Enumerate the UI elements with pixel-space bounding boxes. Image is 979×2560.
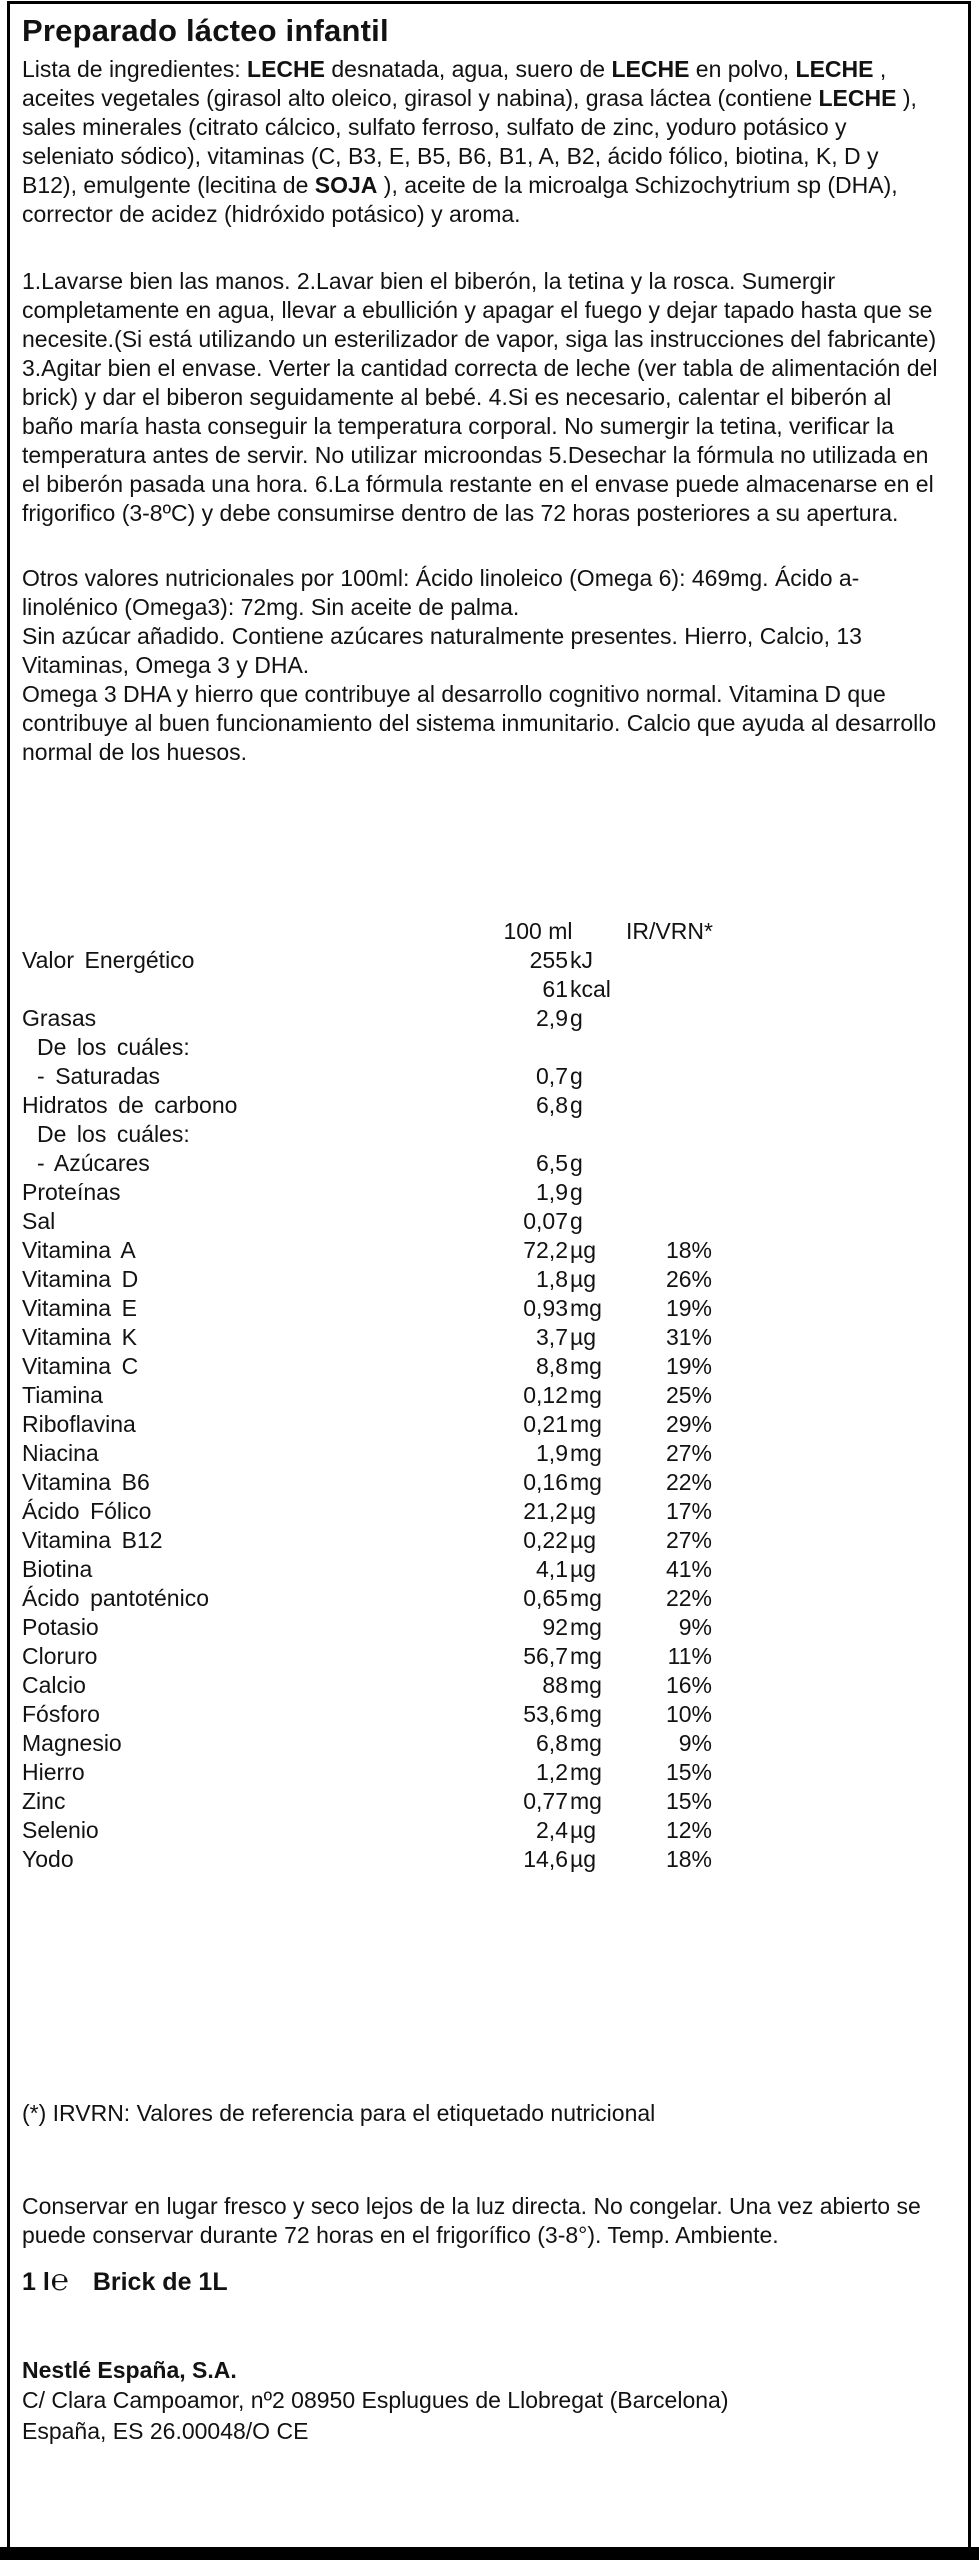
nutrient-unit: µg bbox=[570, 1498, 597, 1524]
nutrient-unit: mg bbox=[570, 1614, 602, 1640]
nutrient-label: De los cuáles: bbox=[37, 1034, 190, 1060]
nutrient-unit: g bbox=[570, 1208, 583, 1234]
nutrient-label: Valor Energético bbox=[22, 947, 195, 973]
nutrient-amount: 0,77 bbox=[523, 1788, 568, 1814]
nutrition-row bbox=[22, 1352, 712, 1381]
nutrient-unit: µg bbox=[570, 1527, 597, 1553]
label-content bbox=[10, 4, 968, 2447]
nutrition-row bbox=[22, 1178, 712, 1207]
nutrient-unit: mg bbox=[570, 1759, 602, 1785]
ingredient-text: en polvo, bbox=[689, 56, 796, 82]
allergen-emphasis: LECHE bbox=[818, 85, 897, 111]
nutrition-row bbox=[22, 946, 712, 975]
nutrient-ri-pct: 31% bbox=[665, 1324, 712, 1350]
nutrient-label: Vitamina E bbox=[22, 1295, 137, 1321]
nutrient-unit: mg bbox=[570, 1440, 602, 1466]
nutrition-row bbox=[22, 1555, 712, 1584]
nutrient-amount: 4,1 bbox=[536, 1556, 568, 1582]
nutrient-label: - Saturadas bbox=[37, 1063, 161, 1089]
nutrition-row bbox=[22, 1381, 712, 1410]
nutrient-amount: 92 bbox=[542, 1614, 568, 1640]
nutrient-label: De los cuáles: bbox=[37, 1121, 190, 1147]
nutrition-row bbox=[22, 1004, 712, 1033]
nutrition-row bbox=[22, 1323, 712, 1352]
nutrition-row bbox=[22, 1468, 712, 1497]
nutrient-ri-pct: 26% bbox=[665, 1266, 712, 1292]
nutrient-label: Grasas bbox=[22, 1005, 97, 1031]
nutrient-ri-pct: 29% bbox=[665, 1411, 712, 1437]
nutrient-unit: mg bbox=[570, 1411, 602, 1437]
nutrient-label: Proteínas bbox=[22, 1179, 121, 1205]
nutrient-label: Vitamina D bbox=[22, 1266, 139, 1292]
nutrient-label: Selenio bbox=[22, 1817, 99, 1843]
nutrient-unit: µg bbox=[570, 1817, 597, 1843]
nutrient-unit: mg bbox=[570, 1585, 602, 1611]
nutrition-row bbox=[22, 1526, 712, 1555]
nutrient-label: Fósforo bbox=[22, 1701, 100, 1727]
nutrient-unit: µg bbox=[570, 1237, 597, 1263]
nutrient-amount: 1,2 bbox=[536, 1759, 568, 1785]
preparation-instructions: 1.Lavarse bien las manos. 2.Lavar bien el biberón, la tetina y la rosca. Sumergir completamente en agua, llevar a ebullición y apagar el fuego y dejar tapado hasta que se necesite.(Si está utilizando un esterilizador de vapor, siga las instrucciones del fabricante) 3.Agitar bien el envase. Verter la cantidad correcta de leche (ver tabla de alimentación del brick) y dar el biberon seguidamente al bebé. 4.Si es necesario, calentar el biberón al baño maría hasta conseguir la temperatura corporal. No sumergir la tetina, verificar la temperatura antes de servir. No utilizar microondas 5.Desechar la fórmula no utilizada en el biberón pasada una hora. 6.La fórmula restante en el envase puede almacenarse en el frigorifico (3-8ºC) y debe consumirse dentro de las 72 horas posteriores a su apertura. bbox=[22, 268, 938, 526]
nutrient-amount: 21,2 bbox=[523, 1498, 568, 1524]
nutrition-row bbox=[22, 1497, 712, 1526]
nutrient-ri-pct: 27% bbox=[665, 1440, 712, 1466]
nutrient-unit: kcal bbox=[570, 976, 611, 1002]
allergen-emphasis: LECHE bbox=[795, 56, 874, 82]
nutrient-ri-pct: 10% bbox=[665, 1701, 712, 1727]
storage-instructions: Conservar en lugar fresco y seco lejos de la luz directa. No congelar. Una vez abierto se puede conservar durante 72 horas en el frigorífico (3-8°). Temp. Ambiente. bbox=[22, 2193, 921, 2248]
nutrient-ri-pct: 16% bbox=[665, 1672, 712, 1698]
nutrition-row bbox=[22, 1845, 712, 1874]
other-nutritional-values: Otros valores nutricionales por 100ml: Ácido linoleico (Omega 6): 469mg. Ácido a-linolénico (Omega3): 72mg. Sin aceite de palma. bbox=[22, 565, 860, 620]
nutrition-row bbox=[22, 975, 712, 1004]
nutrient-label: Yodo bbox=[22, 1846, 74, 1872]
nutrient-amount: 1,9 bbox=[536, 1179, 568, 1205]
pack-format: Brick de 1L bbox=[92, 2268, 228, 2296]
net-quantity-line bbox=[22, 2264, 940, 2299]
page-title: Preparado lácteo infantil bbox=[22, 13, 389, 48]
nutrient-ri-pct: 22% bbox=[665, 1469, 712, 1495]
nutrient-label: Niacina bbox=[22, 1440, 99, 1466]
nutrition-row bbox=[22, 1149, 712, 1178]
nutrient-ri-pct: 15% bbox=[665, 1759, 712, 1785]
health-claims: Omega 3 DHA y hierro que contribuye al desarrollo cognitivo normal. Vitamina D que contribuye al buen funcionamiento del sistema inmunitario. Calcio que ayuda al desarrollo normal de los huesos. bbox=[22, 681, 937, 765]
nutrient-amount: 6,8 bbox=[536, 1730, 568, 1756]
nutrient-amount: 0,16 bbox=[523, 1469, 568, 1495]
nutrient-amount: 2,4 bbox=[536, 1817, 568, 1843]
nutrient-amount: 6,5 bbox=[536, 1150, 568, 1176]
nutrient-unit: mg bbox=[570, 1672, 602, 1698]
nutrient-label: Vitamina K bbox=[22, 1324, 137, 1350]
nutrient-unit: kJ bbox=[570, 947, 593, 973]
nutrient-amount: 72,2 bbox=[523, 1237, 568, 1263]
nutrient-amount: 2,9 bbox=[536, 1005, 568, 1031]
bottom-edge-bar bbox=[0, 2547, 979, 2560]
nutrition-row bbox=[22, 1120, 712, 1149]
nutrient-ri-pct: 18% bbox=[665, 1846, 712, 1872]
allergen-emphasis: SOJA bbox=[314, 172, 378, 198]
nutrition-row bbox=[22, 1410, 712, 1439]
nutrient-label: Riboflavina bbox=[22, 1411, 136, 1437]
nutrition-row bbox=[22, 1265, 712, 1294]
nutrient-amount: 3,7 bbox=[536, 1324, 568, 1350]
nutrient-amount: 53,6 bbox=[523, 1701, 568, 1727]
nutrient-unit: g bbox=[570, 1063, 583, 1089]
nutrient-unit: mg bbox=[570, 1469, 602, 1495]
nutrient-amount: 255 bbox=[529, 947, 568, 973]
nutrition-row bbox=[22, 1439, 712, 1468]
manufacturer-block bbox=[22, 2355, 940, 2447]
nutrient-unit: mg bbox=[570, 1382, 602, 1408]
nutrient-amount: 61 bbox=[542, 976, 568, 1002]
nutrient-ri-pct: 17% bbox=[665, 1498, 712, 1524]
nutrient-unit: µg bbox=[570, 1324, 597, 1350]
nutrient-amount: 1,8 bbox=[536, 1266, 568, 1292]
nutrient-amount: 0,12 bbox=[523, 1382, 568, 1408]
nutrient-label: Ácido pantoténico bbox=[22, 1585, 209, 1611]
nutrient-label: Biotina bbox=[22, 1556, 93, 1582]
nutrient-ri-pct: 18% bbox=[665, 1237, 712, 1263]
nutrition-row bbox=[22, 1236, 712, 1265]
nutrient-ri-pct: 9% bbox=[678, 1614, 712, 1640]
nutrient-label: Hidratos de carbono bbox=[22, 1092, 238, 1118]
nutrient-ri-pct: 19% bbox=[665, 1353, 712, 1379]
ri-footnote: (*) IRVRN: Valores de referencia para el etiquetado nutricional bbox=[22, 2100, 656, 2126]
manufacturer-name: Nestlé España, S.A. bbox=[22, 2357, 237, 2383]
e-mark: ℮ bbox=[50, 2264, 69, 2297]
nutrient-unit: g bbox=[570, 1179, 583, 1205]
nutrient-ri-pct: 27% bbox=[665, 1527, 712, 1553]
ingredient-text: ), sales minerales (citrato cálcico, sulfato ferroso, sulfato de zinc, yoduro potásico y seleniato sódico), vitaminas (C, B3, E, B5, B6, B1, A, B2, ácido fólico, biotina, K, D y B12), emulgente (lecitina de bbox=[22, 85, 917, 198]
nutrition-amount-header: 100 ml bbox=[503, 918, 573, 944]
nutrient-ri-pct: 11% bbox=[667, 1643, 712, 1669]
nutrient-amount: 1,9 bbox=[536, 1440, 568, 1466]
nutrition-row bbox=[22, 1033, 712, 1062]
nutrition-table-rows bbox=[22, 946, 712, 1874]
nutrient-ri-pct: 9% bbox=[678, 1730, 712, 1756]
nutrition-row bbox=[22, 1091, 712, 1120]
nutrition-row bbox=[22, 1671, 712, 1700]
nutrient-label: Vitamina A bbox=[22, 1237, 136, 1263]
net-quantity: 1 l bbox=[22, 2268, 50, 2296]
nutrition-row bbox=[22, 1700, 712, 1729]
nutrient-amount: 0,7 bbox=[536, 1063, 568, 1089]
nutrient-label: - Azúcares bbox=[37, 1150, 150, 1176]
ingredient-text: Lista de ingredientes: bbox=[22, 56, 248, 82]
nutrient-amount: 14,6 bbox=[523, 1846, 568, 1872]
nutrient-label: Calcio bbox=[22, 1672, 86, 1698]
allergen-emphasis: LECHE bbox=[247, 56, 325, 82]
nutrient-unit: µg bbox=[570, 1846, 597, 1872]
nutrient-ri-pct: 25% bbox=[665, 1382, 712, 1408]
label-border bbox=[7, 1, 971, 2553]
nutrient-label: Vitamina C bbox=[22, 1353, 139, 1379]
nutrient-unit: mg bbox=[570, 1701, 602, 1727]
nutrition-row bbox=[22, 1758, 712, 1787]
nutrition-ri-header: IR/VRN* bbox=[626, 918, 713, 944]
nutrient-amount: 0,22 bbox=[523, 1527, 568, 1553]
nutrient-amount: 0,07 bbox=[523, 1208, 568, 1234]
no-added-sugar-note: Sin azúcar añadido. Contiene azúcares naturalmente presentes. Hierro, Calcio, 13 Vitaminas, Omega 3 y DHA. bbox=[22, 623, 862, 678]
nutrient-unit: µg bbox=[570, 1266, 597, 1292]
ingredients-paragraph bbox=[22, 55, 939, 229]
nutrition-row bbox=[22, 1584, 712, 1613]
nutrient-label: Magnesio bbox=[22, 1730, 122, 1756]
nutrition-row bbox=[22, 1062, 712, 1091]
nutrient-ri-pct: 15% bbox=[665, 1788, 712, 1814]
nutrient-unit: mg bbox=[570, 1295, 602, 1321]
nutrient-ri-pct: 22% bbox=[665, 1585, 712, 1611]
nutrient-label: Vitamina B6 bbox=[22, 1469, 150, 1495]
nutrient-amount: 0,21 bbox=[523, 1411, 568, 1437]
nutrition-row bbox=[22, 1207, 712, 1236]
nutrient-ri-pct: 41% bbox=[665, 1556, 712, 1582]
nutrient-unit: mg bbox=[570, 1730, 602, 1756]
nutrient-ri-pct: 12% bbox=[665, 1817, 712, 1843]
ingredient-text: , aceites vegetales (girasol alto oleico, girasol y nabina), grasa láctea (contiene bbox=[22, 56, 887, 111]
nutrient-unit: µg bbox=[570, 1556, 597, 1582]
manufacturer-registration: España, ES 26.00048/O CE bbox=[22, 2418, 309, 2444]
nutrition-row bbox=[22, 1642, 712, 1671]
nutrient-label: Ácido Fólico bbox=[22, 1498, 152, 1524]
nutrient-amount: 0,93 bbox=[523, 1295, 568, 1321]
nutrient-unit: mg bbox=[570, 1788, 602, 1814]
nutrient-unit: g bbox=[570, 1005, 583, 1031]
ingredient-text: desnatada, agua, suero de bbox=[325, 56, 612, 82]
nutrition-row bbox=[22, 1729, 712, 1758]
nutrient-unit: mg bbox=[570, 1353, 602, 1379]
nutrient-amount: 88 bbox=[542, 1672, 568, 1698]
nutrient-amount: 56,7 bbox=[523, 1643, 568, 1669]
nutrient-label: Tiamina bbox=[22, 1382, 103, 1408]
nutrition-row bbox=[22, 1816, 712, 1845]
nutrient-unit: g bbox=[570, 1150, 583, 1176]
nutrition-row bbox=[22, 1294, 712, 1323]
ingredient-text: ), aceite de la microalga Schizochytrium sp (DHA), corrector de acidez (hidróxido potásico) y aroma. bbox=[22, 172, 898, 227]
nutrient-amount: 6,8 bbox=[536, 1092, 568, 1118]
nutrient-unit: g bbox=[570, 1092, 583, 1118]
manufacturer-address: C/ Clara Campoamor, nº2 08950 Esplugues de Llobregat (Barcelona) bbox=[22, 2387, 729, 2413]
nutrient-amount: 8,8 bbox=[536, 1353, 568, 1379]
nutrient-label: Sal bbox=[22, 1208, 56, 1234]
nutrient-amount: 0,65 bbox=[523, 1585, 568, 1611]
nutrient-label: Cloruro bbox=[22, 1643, 98, 1669]
nutrient-ri-pct: 19% bbox=[665, 1295, 712, 1321]
nutrition-row bbox=[22, 1613, 712, 1642]
nutrient-label: Hierro bbox=[22, 1759, 85, 1785]
nutrient-label: Potasio bbox=[22, 1614, 99, 1640]
nutrient-unit: mg bbox=[570, 1643, 602, 1669]
nutrient-label: Zinc bbox=[22, 1788, 66, 1814]
nutrition-table bbox=[22, 917, 712, 1874]
nutrient-label: Vitamina B12 bbox=[22, 1527, 163, 1553]
nutrition-header-row bbox=[22, 917, 712, 946]
allergen-emphasis: LECHE bbox=[611, 56, 690, 82]
nutrition-row bbox=[22, 1787, 712, 1816]
